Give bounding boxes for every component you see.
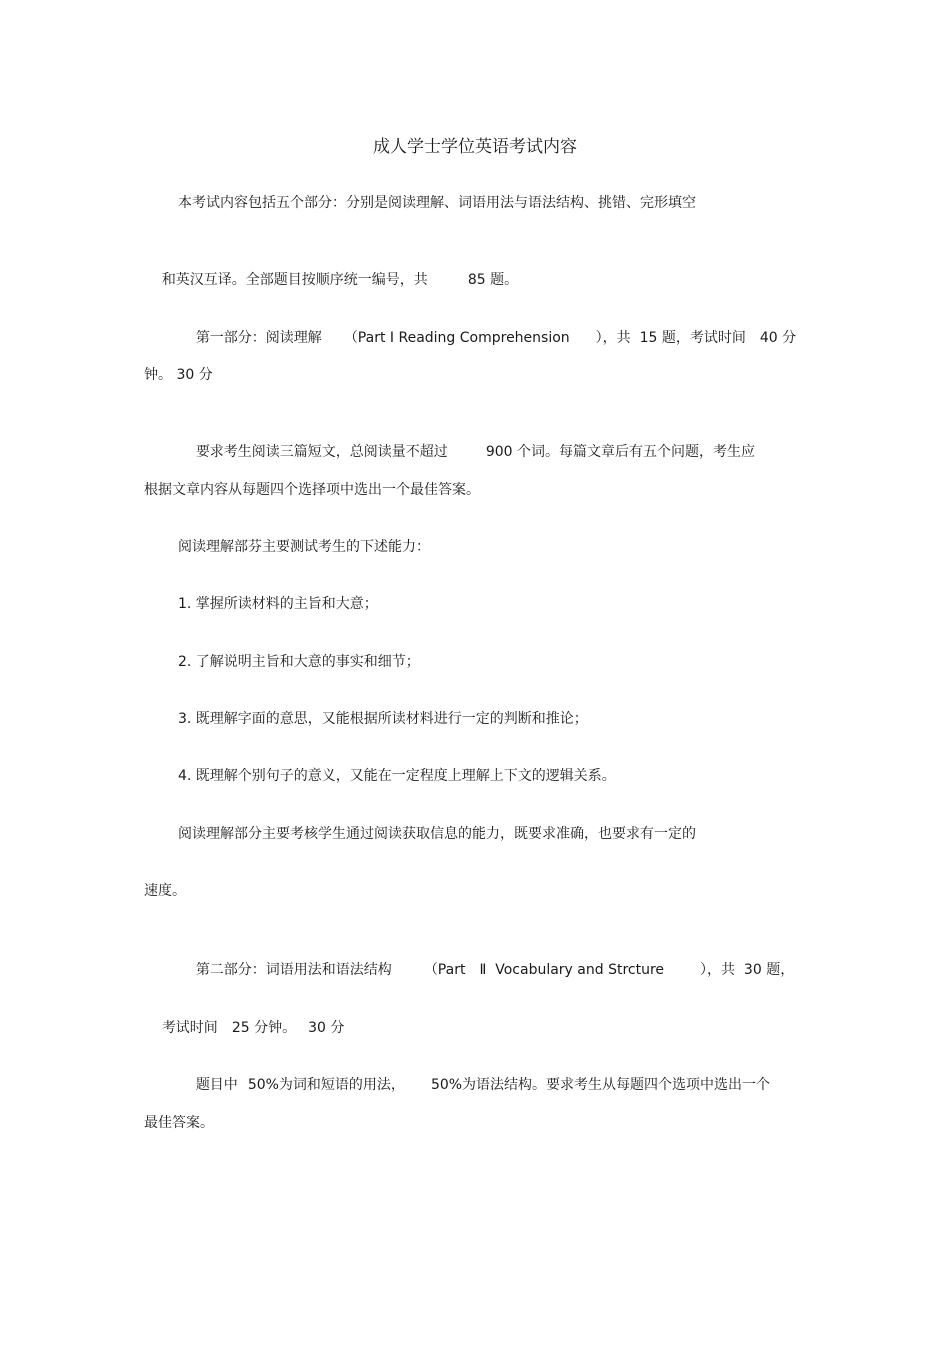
text-segment: 考试时间 xyxy=(161,1020,218,1036)
paragraph-line: 速度。 xyxy=(144,883,186,899)
list-item: 3. 既理解字面的意思，又能根据所读材料进行一定的判断和推论； xyxy=(178,711,588,727)
paragraph-line: 阅读理解部分主要考核学生通过阅读获取信息的能力，既要求准确，也要求有一定的 xyxy=(178,826,696,842)
text-segment: 第二部分：词语用法和语法结构 xyxy=(195,962,392,978)
text-segment: 和英汉互译。全部题目按顺序统一编号，共 xyxy=(161,272,428,288)
text-segment: ），共 30 题， xyxy=(700,962,795,978)
text-segment: 要求考生阅读三篇短文，总阅读量不超过 xyxy=(195,444,448,460)
list-item: 4. 既理解个别句子的意义，又能在一定程度上理解上下文的逻辑关系。 xyxy=(178,768,616,784)
paragraph-line: 本考试内容包括五个部分：分别是阅读理解、词语用法与语法结构、挑错、完形填空 xyxy=(178,195,696,211)
text-segment: ），共 15 题，考试时间 xyxy=(595,330,746,346)
paragraph-line: 根据文章内容从每题四个选择项中选出一个最佳答案。 xyxy=(144,482,480,498)
paragraph-line: 最佳答案。 xyxy=(144,1115,214,1131)
text-segment: 题目中 xyxy=(195,1077,238,1093)
text-segment: 30 分 xyxy=(308,1020,345,1036)
text-segment: （Part xyxy=(423,962,466,978)
section-heading-part-2 xyxy=(178,940,794,1000)
paragraph-line xyxy=(178,1055,770,1115)
text-segment: （Part I Reading Comprehension xyxy=(343,330,570,346)
text-segment: Ⅱ Vocabulary and Strcture xyxy=(479,962,665,978)
list-item: 2. 了解说明主旨和大意的事实和细节； xyxy=(178,654,420,670)
paragraph-line: 钟。 30 分 xyxy=(144,367,213,383)
text-segment: 50%为词和短语的用法， xyxy=(247,1077,405,1093)
section-heading-part-1 xyxy=(178,308,796,368)
text-segment: 25 分钟。 xyxy=(231,1020,297,1036)
list-item: 1. 掌握所读材料的主旨和大意； xyxy=(178,596,378,612)
text-segment: 第一部分：阅读理解 xyxy=(195,330,322,346)
text-segment: 900 个词。每篇文章后有五个问题，考生应 xyxy=(485,444,755,460)
document-title: 成人学士学位英语考试内容 xyxy=(373,137,577,157)
paragraph-line: 阅读理解部芬主要测试考生的下述能力： xyxy=(178,539,430,555)
paragraph-line xyxy=(144,998,344,1058)
paragraph-line xyxy=(144,250,518,310)
text-segment: 40 分 xyxy=(759,330,797,346)
paragraph-line xyxy=(178,422,755,482)
text-segment: 85 题。 xyxy=(467,272,519,288)
text-segment: 50%为语法结构。要求考生从每题四个选项中选出一个 xyxy=(430,1077,771,1093)
